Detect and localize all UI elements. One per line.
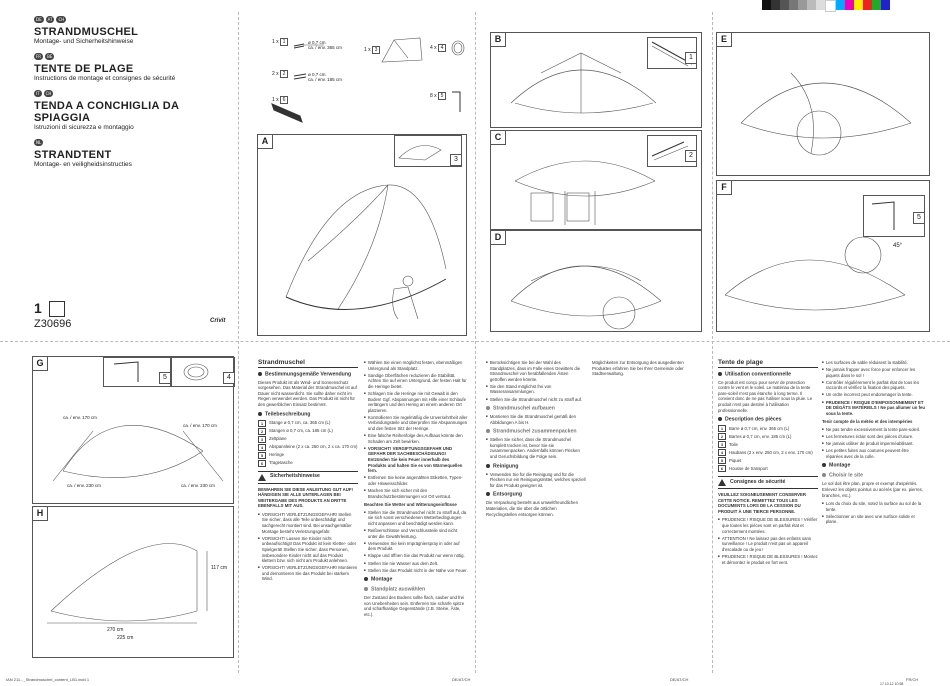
part-num: 1	[280, 38, 288, 46]
list-item: ■ Ne jamais frapper avec force pour enfoncer les piquets dans le sol !	[822, 367, 926, 378]
warning-item: ■ PRUDENCE ! RISQUE D'EMPOISONNEMENT ET DE DÉGÂTS MATÉRIELS ! Ne pas allumer un feu sous la tente.	[822, 400, 926, 417]
panel-a	[257, 134, 467, 336]
part-num: 2	[280, 70, 288, 78]
angle-label: 45°	[893, 243, 903, 249]
heading-weather: Tenir compte de la météo et des intempéries	[822, 419, 913, 425]
panel-label: E	[716, 32, 732, 47]
dim-width: 270 cm	[107, 627, 124, 633]
flag-ch: CH	[45, 91, 52, 96]
heading-use: Bestimmungsgemäße Verwendung	[265, 370, 352, 377]
list-item: ■ Entfernen Sie keine angenähten Etiketten, Typen- oder Hinweisschilder.	[364, 475, 468, 486]
flag-nl: NL	[36, 140, 42, 145]
list-item: ■ Verwenden Sie kein Imprägnierspray in oder auf dem Produkt.	[364, 541, 468, 552]
list-item: ■ Ne pas tendre excessivement la tente pare-soleil.	[822, 427, 926, 433]
panel-num: 4	[223, 372, 235, 384]
de-column-1	[258, 360, 358, 584]
list-item: 6 Tragetasche	[258, 460, 358, 467]
subtitle-text: Instructions de montage et consignes de sécurité	[34, 75, 176, 82]
panel-g	[32, 356, 234, 504]
person-icon	[393, 287, 418, 319]
part-qty: 1 x	[272, 97, 279, 103]
heading-parts: Description des pièces	[725, 416, 782, 423]
part-qty: 8 x	[430, 93, 437, 99]
warning-item: ■ PRUDENCE ! RISQUE DE BLESSURES ! Vérifier que toutes les pièces sont en parfait état et correctement montées.	[718, 517, 818, 534]
panel-b	[490, 32, 702, 128]
panel-num: 3	[450, 154, 462, 166]
list-item: ■ Schlagen Sie die Heringe nie mit Gewalt in den Boden! Ggf. Abspannungen mit Hilfe einer Schlaufe verlängern und den Hering an einem anderen Ort platzieren.	[364, 391, 468, 413]
list-item: ■ Sélectionner un site avec une surface solide et plane.	[822, 514, 926, 525]
list-item: ■ Lors du choix du site, notez la surface au sol de la tente.	[822, 501, 926, 512]
parts-list	[258, 420, 358, 467]
panel-label: C	[490, 130, 506, 145]
part-dim-2: ø 0,7 cm ca. / env. 185 cm	[308, 72, 342, 82]
panel-label: A	[257, 134, 273, 149]
parts-overview	[272, 36, 470, 128]
list-item: ■ Stellen Sie das Produkt nicht in der Nähe von Feuer.	[364, 568, 468, 574]
section-title: Tente de plage	[718, 360, 818, 368]
flag-ch: CH	[58, 17, 65, 22]
title-text: STRANDMUSCHEL	[34, 26, 139, 38]
safety-intro: BEWAHREN SIE DIESE ANLEITUNG GUT AUF! HÄNDIGEN SIE ALLE UNTERLAGEN BEI WEITERGABE DES PRODUKTS AN DRITTE EBENFALLS MIT AUS.	[258, 486, 353, 509]
flag-it: IT	[36, 91, 40, 96]
list-item: ■ VORSICHT! VERGIFTUNGSGEFAHR UND GEFAHR DER SACHBESCHÄDIGUNG! Entzünden Sie kein Feuer innerhalb des Produkts und halten Sie es von Wärmequellen fern.	[364, 446, 468, 474]
subtitle-text: Istruzioni di sicurezza e montaggio	[34, 124, 134, 131]
list-item: ■ Eine falsche Reihenfolge des Aufbaus könnte den Schaden am Zelt bewirken.	[364, 433, 468, 444]
inset-g2	[171, 357, 235, 387]
de-column-4	[592, 360, 692, 380]
list-item: ■ Berücksichtigen Sie bei der Wahl des Standplatzes, dass im Falle eines Gewitters die Strandmuschel von herabfallenden Ästen getroffen werden könnte.	[486, 360, 586, 382]
flag-at: AT	[47, 17, 53, 22]
brand-logo: Crivit	[210, 318, 226, 324]
list-item: ■ Ne jamais utiliser de produit imperméabilisant.	[822, 441, 926, 447]
safety-intro: VEUILLEZ SOIGNEUSEMENT CONSERVER CETTE NOTICE. REMETTEZ TOUS LES DOCUMENTS LORS DE LA CESSION DU PRODUIT À UNE TIERCE PERSONNE.	[718, 492, 807, 514]
heading-pack: Strandmuschel zusammenpacken	[493, 428, 577, 435]
list-item: ■ Sie den Stand möglichst frei von Wasseransammlungen.	[486, 384, 586, 395]
title-text: TENDA A CONCHIGLIA DA SPIAGGIA	[34, 100, 179, 124]
dim-label: ca. / env. 170 cm	[63, 415, 97, 420]
panel-f	[716, 180, 930, 332]
fr-column-1	[718, 360, 818, 567]
paragraph-use: Dieses Produkt ist als Wind- und Sonnenschutz vorgesehen. Das Material der Strandmuschel ist auf Dauer nicht wasserdicht. Sie sollte daher nicht im Regen verwendet werden. Das Produkt ist nicht für den gewerblichen Einsatz bestimmt.	[258, 379, 357, 407]
fold-line	[238, 12, 239, 673]
flag-fr: FR	[36, 54, 42, 59]
paragraph-dispose-more: Möglichkeiten zur Entsorgung des ausgedienten Produktes erfahren Sie bei Ihrer Gemeinde oder Stadtverwaltung.	[592, 360, 684, 377]
title-text: TENTE DE PLAGE	[34, 63, 134, 75]
warning-item: ■ PRUDENCE ! RISQUE DE BLESSURES ! Montez et démontez le produit en fort vent.	[718, 554, 818, 565]
title-text: STRANDTENT	[34, 149, 112, 161]
list-item: 1 Stange ø 0,7 cm, ca. 365 cm (L)	[258, 420, 358, 427]
list-item: 4 Haubans (2 x env. 250 cm, 2 x env. 170 cm)	[718, 449, 818, 456]
list-item: ■ Stellen Sie sicher, dass die Strandmuschel komplett trocken ist, bevor Sie sie zusammenpacken. Andernfalls können Flecken und Geruchsbildung die Folge sein.	[486, 437, 586, 459]
heading-mount: Montage	[829, 462, 851, 469]
list-item: ■ Machen Sie sich sicher mit den Brandschutzbestimmungen vor Ort vertraut.	[364, 488, 468, 499]
part-qty: 4 x	[430, 45, 437, 51]
list-item: ■ Contrôler régulièrement le parfait état de tous les raccords et vérifiez la fixation des piquets.	[822, 380, 926, 391]
list-item: ■ Les petites fuites aux coutures peuvent être réparées avec de la colle.	[822, 448, 926, 459]
item-code: Z30696	[34, 318, 72, 330]
tent-assembly-e	[731, 43, 921, 173]
list-item: 2 Barres ø 0,7 cm, env. 185 cm (L)	[718, 433, 818, 440]
item-checkbox	[49, 301, 65, 317]
flag-de: DE	[36, 17, 42, 22]
heading-build: Strandmuschel aufbauen	[493, 405, 555, 412]
fr-column-2	[822, 360, 926, 527]
paragraph-site: Der Zustand des Bodens sollte flach, sauber und frei von Unebenheiten sein. Entfernen Sie scharfe spitze und scharfkantige Gegenstände (z.B. Steine, Äste, etc.).	[364, 595, 465, 617]
panel-label: H	[32, 506, 48, 521]
title-de	[34, 16, 234, 46]
warning-item: ■ VORSICHT! Lassen Sie Kinder nicht unbeaufsichtigt! Das Produkt ist kein Kletter- oder Spielgerät! Stellen Sie sicher, dass Personen, insbesondere Kinder nicht auf das Produkt klettern bzw. sich nicht am Produkt anlehnen.	[258, 536, 358, 564]
list-item: ■ Les fermetures éclair sont des pièces d'usure.	[822, 434, 926, 440]
list-item: 6 Housse de transport	[718, 465, 818, 472]
title-nl	[34, 139, 234, 169]
list-item: 4 Abspannleine (2 x ca. 250 cm, 2 x ca. 170 cm)	[258, 444, 358, 451]
part-num: 4	[438, 44, 446, 52]
list-item: 3 Toile	[718, 441, 818, 448]
part-dim-1: ø 0,7 cm ca. / env. 365 cm	[308, 40, 342, 50]
part-qty: 1 x	[364, 47, 371, 53]
fold-line	[712, 12, 713, 673]
panel-e	[716, 32, 930, 176]
title-block	[34, 16, 234, 176]
list-item: ■ Verwenden Sie für die Reinigung und für die Flecken nur ein Reinigungsmittel, welches speziell für das Produkt geeignet ist.	[486, 472, 586, 489]
list-item: ■ Montieren Sie die Strandmuschel gemäß den Abbildungen A bis H.	[486, 414, 586, 425]
warning-item: ■ VORSICHT! VERLETZUNGSGEFAHR! Stellen Sie sicher, dass alle Teile unbeschädigt und sachgerecht montiert sind. Bei unsachgemäßer Montage besteht Verletzungsgefahr.	[258, 512, 358, 534]
page-footer: DE/AT/CH	[670, 677, 689, 682]
pole-short-icon	[294, 70, 314, 86]
part-row-4	[430, 44, 446, 52]
section-title: Strandmuschel	[258, 360, 358, 368]
panel-label: D	[490, 230, 506, 245]
subtitle-text: Montage- und Sicherheitshinweise	[34, 38, 134, 45]
list-item: ■ Les surfaces de sable réduisent la stabilité.	[822, 360, 926, 366]
tent-canvas-icon	[380, 36, 424, 64]
fold-line	[475, 12, 476, 673]
dim-label: ca. / env. 230 cm	[181, 483, 215, 488]
part-num: 5	[438, 92, 446, 100]
heading-mount: Montage	[371, 576, 393, 583]
list-item: 3 Zeltplane	[258, 436, 358, 443]
warning-item: ■ ATTENTION ! Ne laissez pas des enfants sans surveillance ! Le produit n'est pas un appareil d'escalade ou de jeu !	[718, 536, 818, 553]
item-qty-number: 1	[34, 300, 42, 316]
peg-icon	[450, 90, 466, 114]
guy-rope-icon	[450, 40, 466, 56]
print-date: 17.10.12 10:58	[880, 682, 904, 686]
paragraph-dispose: Die Verpackung besteht aus umweltfreundlichen Materialien, die Sie über die örtlichen Recyclingstellen entsorgen können.	[486, 500, 578, 517]
list-item: 1 Barre ø 0,7 cm, env. 365 cm (L)	[718, 425, 818, 432]
warning-item: ■ VORSICHT! VERLETZUNGSGEFAHR! Montieren und demontieren Sie das Produkt bei starkem Wind.	[258, 565, 358, 582]
page-footer: FR/CH	[906, 677, 919, 682]
part-qty: 2 x	[272, 71, 279, 77]
list-item: ■ Stellen Sie die Strandmuschel nicht zu straff auf, da sie sich sonst verschiedenen Wetterbedingungen nicht anpassen und beschädigt werden kann.	[364, 510, 468, 527]
panel-label: G	[32, 356, 48, 371]
list-item: ■ Stellen Sie nie Wasser aus dem Zelt.	[364, 561, 468, 567]
heading-dispose: Entsorgung	[493, 491, 523, 498]
tent-dimensions-h	[47, 521, 223, 651]
safety-heading: Sicherheitshinweise	[258, 471, 358, 484]
heading-site: Choisir le site	[829, 472, 864, 479]
list-item: ■ Un ordre incorrect peut endommager la tente.	[822, 392, 926, 398]
color-swatches	[762, 0, 890, 10]
list-item: ■ Sandige Oberflächen reduzieren die Stabilität. Achten Sie auf einen Untergrund, der festen Halt für die Heringe bietet.	[364, 373, 468, 390]
tent-assembly-a	[278, 169, 458, 329]
tent-assembly-c	[505, 141, 675, 227]
heading-site: Standplatz auswählen	[371, 586, 426, 593]
heading-use: Utilisation conventionnelle	[725, 370, 792, 377]
list-item: ■ Klappe und öffnen Sie das Produkt nur wenn nötig.	[364, 553, 468, 559]
part-row-2	[272, 70, 288, 78]
part-row-1	[272, 38, 288, 46]
title-it	[34, 90, 234, 132]
panel-num: 5	[159, 372, 171, 384]
part-row-3	[364, 46, 380, 54]
list-item: ■ Kontrollieren Sie regelmäßig die Unversehrtheit aller Verbindungsteile und überprüfen Sie Abspannungen und den festen Sitz der Heringe.	[364, 415, 468, 432]
heading-clean: Reinigung	[493, 463, 519, 470]
flag-be: BE	[47, 54, 53, 59]
list-item: 2 Stangen ø 0,7 cm, ca. 185 cm (L)	[258, 428, 358, 435]
de-column-3	[486, 360, 586, 520]
print-info: IAN 211..._Strandmuschel_content_LB1.indd 1	[6, 677, 90, 682]
parts-list	[718, 425, 818, 472]
warning-icon	[258, 474, 266, 481]
part-num: 6	[280, 96, 288, 104]
panel-d	[490, 230, 702, 332]
list-item: 5 Piquet	[718, 457, 818, 464]
safety-heading: Consignes de sécurité	[718, 476, 818, 489]
item-qty	[34, 300, 65, 317]
de-column-2	[364, 360, 468, 621]
carry-bag-icon	[272, 94, 312, 124]
dim-depth: 225 cm	[117, 635, 134, 641]
warning-icon	[718, 479, 726, 486]
page-footer: DE/AT/CH	[452, 677, 471, 682]
tent-assembly-b	[511, 43, 661, 123]
part-row-5	[430, 92, 446, 100]
part-num: 3	[372, 46, 380, 54]
registration-bar	[0, 0, 950, 12]
part-qty: 1 x	[272, 39, 279, 45]
dim-label: ca. / env. 230 cm	[67, 483, 101, 488]
heading-weather: Beachten Sie Wetter und Witterungseinflüsse	[364, 502, 457, 508]
subtitle-text: Montage- en veiligheidsinstructies	[34, 161, 132, 168]
list-item: 5 Heringe	[258, 452, 358, 459]
panel-h	[32, 506, 234, 658]
panel-num: 2	[685, 150, 697, 162]
title-fr	[34, 53, 234, 83]
dim-label: ca. / env. 170 cm	[183, 423, 217, 428]
heading-parts: Teilebeschreibung	[265, 410, 311, 417]
dim-height: 117 cm	[211, 565, 228, 571]
inset-a	[394, 135, 462, 167]
list-item: ■ Stellen Sie die Strandmuschel nicht zu straff auf.	[486, 397, 586, 403]
panel-num: 1	[685, 52, 697, 64]
panel-c	[490, 130, 702, 230]
panel-label: F	[716, 180, 732, 195]
inset-g1	[103, 357, 171, 387]
tent-assembly-f	[725, 205, 925, 329]
tent-assembly-d	[511, 241, 691, 327]
panel-num: 5	[913, 212, 925, 224]
list-item: ■ Reißverschlüsse und Verschlussteile sind nicht unter die Gewährleistung.	[364, 528, 468, 539]
paragraph-use: Ce produit est conçu pour servir de protection contre le vent et le soleil. Le matériau de la tente pare-soleil n'est pas étanche à long terme. Il convient donc de ne pas l'utiliser sous la pluie. Le produit n'est pas destiné à l'utilisation professionnelle.	[718, 379, 813, 413]
paragraph-site: Le sol doit être plan, propre et exempt d'aspérités. Enlevez les objets pointus ou acérés (par ex. pierres, branches, etc.).	[822, 481, 924, 498]
panel-label: B	[490, 32, 506, 47]
page-divider	[0, 341, 950, 342]
list-item: ■ Wählen Sie einen möglichst festen, ebenmäßigen Untergrund als Standplatz.	[364, 360, 468, 371]
